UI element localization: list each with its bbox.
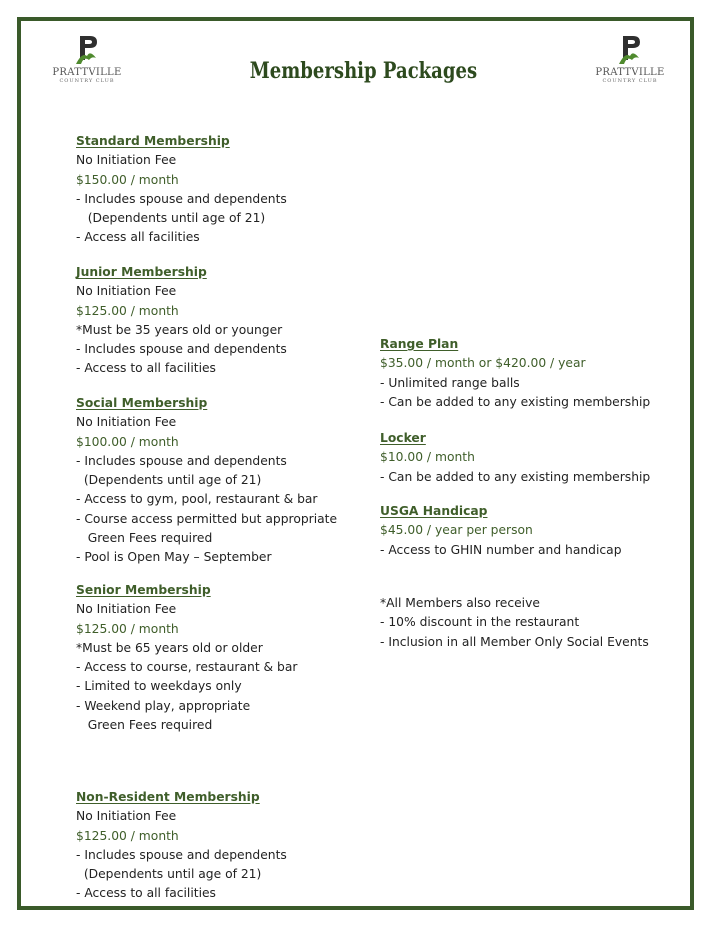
- all-members-section: [380, 594, 649, 652]
- detail-line: Green Fees required: [76, 531, 213, 546]
- price: $45.00 / year per person: [380, 523, 533, 538]
- detail-line: (Dependents until age of 21): [76, 473, 262, 488]
- detail-line: - Includes spouse and dependents: [76, 847, 287, 862]
- section-heading: Non-Resident Membership: [76, 790, 260, 804]
- usga-handicap-section: [380, 502, 622, 560]
- logo-subtitle: COUNTRY CLUB: [59, 78, 115, 84]
- section-heading: Standard Membership: [76, 134, 230, 148]
- initiation-fee: No Initiation Fee: [76, 284, 177, 299]
- section-heading: Junior Membership: [76, 265, 207, 279]
- detail-line: - Can be added to any existing membership: [380, 394, 651, 409]
- senior-membership-section: [76, 581, 297, 735]
- logo-name: PRATTVILLE: [595, 67, 665, 78]
- detail-line: - Access to GHIN number and handicap: [380, 542, 622, 557]
- detail-line: *Must be 35 years old or younger: [76, 322, 283, 337]
- initiation-fee: No Initiation Fee: [76, 602, 177, 617]
- detail-line: - Access to course, restaurant & bar: [76, 660, 298, 675]
- detail-line: - Includes spouse and dependents: [76, 191, 287, 206]
- section-heading: Senior Membership: [76, 583, 211, 597]
- price: $125.00 / month: [76, 621, 179, 636]
- locker-section: [380, 429, 650, 487]
- range-plan-section: [380, 335, 650, 412]
- section-heading: Social Membership: [76, 396, 208, 410]
- price: $100.00 / month: [76, 434, 179, 449]
- detail-line: (Dependents until age of 21): [76, 867, 262, 882]
- price: $35.00 / month or $420.00 / year: [380, 356, 586, 371]
- section-heading: Locker: [380, 431, 426, 445]
- initiation-fee: No Initiation Fee: [76, 153, 177, 168]
- price: $125.00 / month: [76, 303, 179, 318]
- detail-line: - 10% discount in the restaurant: [380, 615, 580, 630]
- detail-line: *All Members also receive: [380, 596, 540, 610]
- detail-line: - Access to all facilities: [76, 361, 216, 376]
- initiation-fee: No Initiation Fee: [76, 415, 177, 430]
- detail-line: - Includes spouse and dependents: [76, 453, 287, 468]
- detail-line: *Must be 65 years old or older: [76, 640, 263, 655]
- non-resident-membership-section: [76, 788, 287, 904]
- price: $150.00 / month: [76, 172, 179, 187]
- detail-line: - Access to gym, pool, restaurant & bar: [76, 492, 318, 507]
- detail-line: Green Fees required: [76, 718, 213, 733]
- detail-line: - Limited to weekdays only: [76, 679, 242, 694]
- detail-line: - Can be added to any existing membership: [380, 469, 651, 484]
- social-membership-section: [76, 394, 337, 568]
- detail-line: - Access all facilities: [76, 230, 200, 245]
- detail-line: - Access to all facilities: [76, 886, 216, 901]
- detail-line: - Includes spouse and dependents: [76, 342, 287, 357]
- detail-line: (Dependents until age of 21): [76, 211, 266, 226]
- detail-line: - Course access permitted but appropriate: [76, 511, 338, 526]
- detail-line: - Inclusion in all Member Only Social Events: [380, 634, 649, 649]
- detail-line: - Pool is Open May – September: [76, 550, 272, 565]
- detail-line: - Weekend play, appropriate: [76, 698, 251, 713]
- section-heading: Range Plan: [380, 337, 459, 351]
- junior-membership-section: [76, 263, 287, 379]
- page-title: Membership Packages: [249, 58, 478, 84]
- logo-name: PRATTVILLE: [52, 67, 122, 78]
- detail-line: - Unlimited range balls: [380, 375, 520, 390]
- standard-membership-section: [76, 132, 287, 248]
- logo-subtitle: COUNTRY CLUB: [602, 78, 658, 84]
- initiation-fee: No Initiation Fee: [76, 809, 177, 824]
- section-heading: USGA Handicap: [380, 504, 488, 518]
- price: $10.00 / month: [380, 450, 475, 465]
- price: $125.00 / month: [76, 828, 179, 843]
